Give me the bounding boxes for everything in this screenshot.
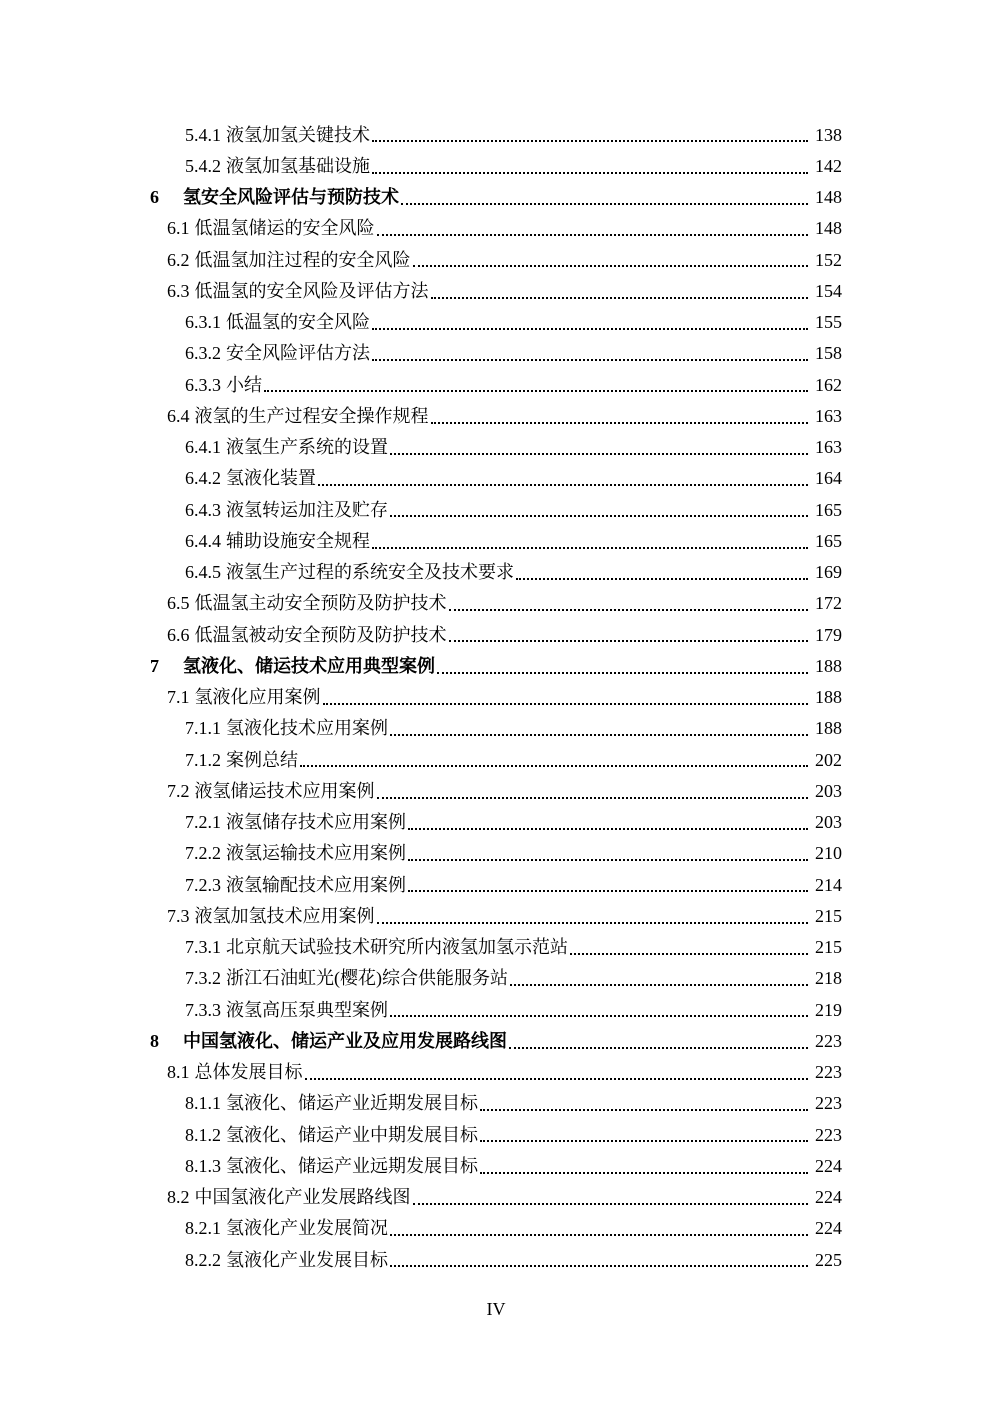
toc-entry-page: 225 <box>815 1249 842 1270</box>
toc-entry-title: 液氢生产系统的设置 <box>226 437 388 458</box>
toc-entry[interactable] <box>0 275 992 306</box>
toc-entry-title: 浙江石油虹光(樱花)综合供能服务站 <box>226 968 508 989</box>
toc-entry-page: 224 <box>815 1155 842 1176</box>
toc-entry-title: 氢液化、储运产业中期发展目标 <box>226 1124 478 1145</box>
toc-dot-leader <box>480 1139 808 1142</box>
toc-dot-leader <box>372 358 808 361</box>
toc-entry-title: 液氢高压泵典型案例 <box>226 999 388 1020</box>
toc-dot-leader <box>372 327 808 330</box>
toc-entry[interactable] <box>0 775 992 806</box>
toc-dot-leader <box>377 233 809 236</box>
toc-entry-title: 液氢的生产过程安全操作规程 <box>194 405 429 426</box>
toc-entry-title: 低温氢主动安全预防及防护技术 <box>194 593 447 614</box>
toc-entry-page: 155 <box>815 312 842 333</box>
toc-entry-number: 6.1 <box>167 218 190 239</box>
toc-entry-page: 218 <box>815 968 842 989</box>
toc-entry-number: 7.2 <box>167 780 190 801</box>
toc-entry-number: 7 <box>150 655 159 676</box>
toc-entry[interactable] <box>0 182 992 213</box>
toc-entry-page: 219 <box>815 999 842 1020</box>
toc-entry-page: 158 <box>815 343 842 364</box>
toc-entry-page: 210 <box>815 843 842 864</box>
toc-entry[interactable] <box>0 932 992 963</box>
toc-entry-page: 202 <box>815 749 842 770</box>
toc-dot-leader <box>449 608 809 611</box>
toc-dot-leader <box>480 1171 808 1174</box>
toc-entry-title: 低温氢的安全风险及评估方法 <box>194 280 429 301</box>
toc-dot-leader <box>318 483 808 486</box>
toc-dot-leader <box>390 1014 808 1017</box>
toc-entry-page: 223 <box>815 1093 842 1114</box>
toc-entry-title: 液氢生产过程的系统安全及技术要求 <box>226 562 514 583</box>
toc-entry-title: 液氢输配技术应用案例 <box>226 874 406 895</box>
page-number: IV <box>486 1299 506 1319</box>
toc-entry-number: 8.2.2 <box>185 1249 221 1270</box>
toc-entry-number: 8.1 <box>167 1062 190 1083</box>
toc-entry-title: 氢液化、储运产业近期发展目标 <box>226 1093 478 1114</box>
toc-dot-leader <box>390 452 808 455</box>
toc-entry[interactable] <box>0 1057 992 1088</box>
toc-entry-number: 8.1.2 <box>185 1124 221 1145</box>
toc-entry-number: 7.3 <box>167 905 190 926</box>
toc-entry[interactable] <box>0 650 992 681</box>
toc-entry-number: 7.3.3 <box>185 999 221 1020</box>
toc-entry[interactable] <box>0 900 992 931</box>
toc-entry-page: 223 <box>815 1062 842 1083</box>
toc-dot-leader <box>516 577 808 580</box>
toc-entry[interactable] <box>0 463 992 494</box>
toc-entry-number: 6.6 <box>167 624 190 645</box>
toc-entry-number: 6 <box>150 187 159 208</box>
toc-entry-number: 6.4.3 <box>185 499 221 520</box>
toc-entry-title: 氢液化应用案例 <box>194 687 321 708</box>
toc-entry-number: 8.2.1 <box>185 1218 221 1239</box>
toc-entry-page: 179 <box>815 624 842 645</box>
toc-dot-leader <box>401 202 808 205</box>
toc-entry-page: 203 <box>815 780 842 801</box>
toc-dot-leader <box>390 1264 808 1267</box>
toc-entry-number: 7.1.1 <box>185 718 221 739</box>
toc-entry-number: 5.4.2 <box>185 155 221 176</box>
toc-dot-leader <box>408 827 808 830</box>
toc-entry-title: 小结 <box>226 374 262 395</box>
toc-entry-title: 氢液化产业发展目标 <box>226 1249 388 1270</box>
toc-entry[interactable] <box>0 494 992 525</box>
toc-entry-title: 案例总结 <box>226 749 298 770</box>
toc-entry-title: 液氢加氢基础设施 <box>226 155 370 176</box>
toc-dot-leader <box>377 796 809 799</box>
toc-entry[interactable] <box>0 119 992 150</box>
toc-entry-page: 223 <box>815 1124 842 1145</box>
toc-entry[interactable] <box>0 400 992 431</box>
toc-entry-page: 203 <box>815 812 842 833</box>
toc-entry-title: 氢液化技术应用案例 <box>226 718 388 739</box>
toc-entry-title: 低温氢储运的安全风险 <box>194 218 375 239</box>
table-of-contents <box>0 119 992 1275</box>
toc-dot-leader <box>390 733 808 736</box>
toc-entry-title: 低温氢的安全风险 <box>226 312 370 333</box>
toc-dot-leader <box>377 921 809 924</box>
toc-entry[interactable] <box>0 994 992 1025</box>
toc-entry-title: 氢液化、储运产业远期发展目标 <box>226 1155 478 1176</box>
toc-entry-page: 162 <box>815 374 842 395</box>
toc-entry-page: 214 <box>815 874 842 895</box>
toc-entry-page: 188 <box>815 655 842 676</box>
toc-entry[interactable] <box>0 963 992 994</box>
toc-entry-page: 154 <box>815 280 842 301</box>
toc-entry[interactable] <box>0 557 992 588</box>
toc-dot-leader <box>437 671 808 674</box>
toc-entry-title: 中国氢液化、储运产业及应用发展路线图 <box>183 1030 507 1051</box>
toc-entry[interactable] <box>0 1182 992 1213</box>
toc-entry[interactable] <box>0 1213 992 1244</box>
toc-entry-number: 8.1.3 <box>185 1155 221 1176</box>
toc-dot-leader <box>509 1046 808 1049</box>
toc-entry[interactable] <box>0 1150 992 1181</box>
toc-dot-leader <box>413 1202 809 1205</box>
toc-entry-page: 169 <box>815 562 842 583</box>
toc-entry-title: 氢安全风险评估与预防技术 <box>183 187 399 208</box>
toc-entry-title: 液氢运输技术应用案例 <box>226 843 406 864</box>
toc-entry-number: 7.2.3 <box>185 874 221 895</box>
toc-entry-page: 223 <box>815 1030 842 1051</box>
toc-dot-leader <box>510 983 808 986</box>
toc-dot-leader <box>264 389 808 392</box>
toc-entry-page: 172 <box>815 593 842 614</box>
toc-entry-title: 液氢储存技术应用案例 <box>226 812 406 833</box>
toc-dot-leader <box>372 171 808 174</box>
toc-entry-number: 6.3.3 <box>185 374 221 395</box>
toc-entry-title: 安全风险评估方法 <box>226 343 370 364</box>
toc-dot-leader <box>372 546 808 549</box>
toc-entry[interactable] <box>0 1025 992 1056</box>
toc-dot-leader <box>570 952 808 955</box>
toc-entry-page: 163 <box>815 437 842 458</box>
toc-entry[interactable] <box>0 338 992 369</box>
toc-entry-number: 6.5 <box>167 593 190 614</box>
toc-entry-page: 215 <box>815 905 842 926</box>
toc-entry-number: 7.1 <box>167 687 190 708</box>
toc-entry-page: 224 <box>815 1187 842 1208</box>
toc-dot-leader <box>372 139 808 142</box>
toc-entry-title: 总体发展目标 <box>194 1062 303 1083</box>
toc-entry-number: 7.3.2 <box>185 968 221 989</box>
toc-entry[interactable] <box>0 682 992 713</box>
toc-entry-number: 7.2.1 <box>185 812 221 833</box>
toc-entry-number: 6.4.2 <box>185 468 221 489</box>
toc-entry[interactable] <box>0 838 992 869</box>
toc-entry[interactable] <box>0 1119 992 1150</box>
toc-entry-title: 液氢转运加注及贮存 <box>226 499 388 520</box>
toc-dot-leader <box>431 421 809 424</box>
toc-entry-page: 215 <box>815 937 842 958</box>
toc-entry-number: 6.4 <box>167 405 190 426</box>
toc-entry-page: 188 <box>815 687 842 708</box>
toc-entry[interactable] <box>0 213 992 244</box>
toc-dot-leader <box>305 1077 809 1080</box>
toc-entry-number: 6.4.1 <box>185 437 221 458</box>
toc-entry-title: 中国氢液化产业发展路线图 <box>194 1187 411 1208</box>
toc-entry-page: 142 <box>815 155 842 176</box>
toc-dot-leader <box>390 514 808 517</box>
toc-entry-page: 163 <box>815 405 842 426</box>
toc-entry-title: 液氢加氢关键技术 <box>226 124 370 145</box>
toc-entry[interactable] <box>0 1088 992 1119</box>
toc-entry-title: 氢液化产业发展简况 <box>226 1218 388 1239</box>
toc-entry[interactable] <box>0 807 992 838</box>
toc-entry-number: 6.3.2 <box>185 343 221 364</box>
toc-entry[interactable] <box>0 244 992 275</box>
toc-entry[interactable] <box>0 588 992 619</box>
toc-entry-page: 224 <box>815 1218 842 1239</box>
toc-entry-title: 低温氢被动安全预防及防护技术 <box>194 624 447 645</box>
toc-entry-title: 液氢加氢技术应用案例 <box>194 905 375 926</box>
toc-entry-number: 5.4.1 <box>185 124 221 145</box>
toc-entry-page: 148 <box>815 187 842 208</box>
toc-entry-number: 7.1.2 <box>185 749 221 770</box>
toc-entry[interactable] <box>0 525 992 556</box>
toc-entry-number: 6.2 <box>167 249 190 270</box>
toc-entry[interactable] <box>0 369 992 400</box>
toc-dot-leader <box>449 639 809 642</box>
toc-entry-title: 北京航天试验技术研究所内液氢加氢示范站 <box>226 937 568 958</box>
toc-entry-title: 低温氢加注过程的安全风险 <box>194 249 411 270</box>
toc-entry-title: 氢液化装置 <box>226 468 316 489</box>
toc-entry-number: 6.4.5 <box>185 562 221 583</box>
toc-entry-page: 148 <box>815 218 842 239</box>
toc-entry[interactable] <box>0 869 992 900</box>
toc-dot-leader <box>323 702 809 705</box>
toc-entry[interactable] <box>0 432 992 463</box>
toc-entry[interactable] <box>0 744 992 775</box>
toc-entry[interactable] <box>0 1244 992 1275</box>
toc-entry[interactable] <box>0 619 992 650</box>
toc-entry-number: 8.2 <box>167 1187 190 1208</box>
toc-entry-title: 辅助设施安全规程 <box>226 530 370 551</box>
toc-entry[interactable] <box>0 150 992 181</box>
toc-entry-title: 氢液化、储运技术应用典型案例 <box>183 655 435 676</box>
toc-entry-number: 6.3 <box>167 280 190 301</box>
toc-entry-number: 6.3.1 <box>185 312 221 333</box>
toc-dot-leader <box>431 296 809 299</box>
toc-entry-page: 164 <box>815 468 842 489</box>
toc-entry-page: 165 <box>815 499 842 520</box>
toc-entry-title: 液氢储运技术应用案例 <box>194 780 375 801</box>
toc-entry-number: 7.3.1 <box>185 937 221 958</box>
toc-entry[interactable] <box>0 307 992 338</box>
toc-dot-leader <box>390 1233 808 1236</box>
toc-entry-page: 165 <box>815 530 842 551</box>
toc-dot-leader <box>408 858 808 861</box>
toc-entry[interactable] <box>0 713 992 744</box>
toc-dot-leader <box>408 889 808 892</box>
toc-entry-number: 7.2.2 <box>185 843 221 864</box>
toc-entry-page: 152 <box>815 249 842 270</box>
toc-entry-number: 6.4.4 <box>185 530 221 551</box>
toc-dot-leader <box>300 764 808 767</box>
toc-dot-leader <box>480 1108 808 1111</box>
toc-entry-number: 8.1.1 <box>185 1093 221 1114</box>
toc-entry-page: 188 <box>815 718 842 739</box>
toc-entry-number: 8 <box>150 1030 159 1051</box>
toc-dot-leader <box>413 264 809 267</box>
toc-entry-page: 138 <box>815 124 842 145</box>
